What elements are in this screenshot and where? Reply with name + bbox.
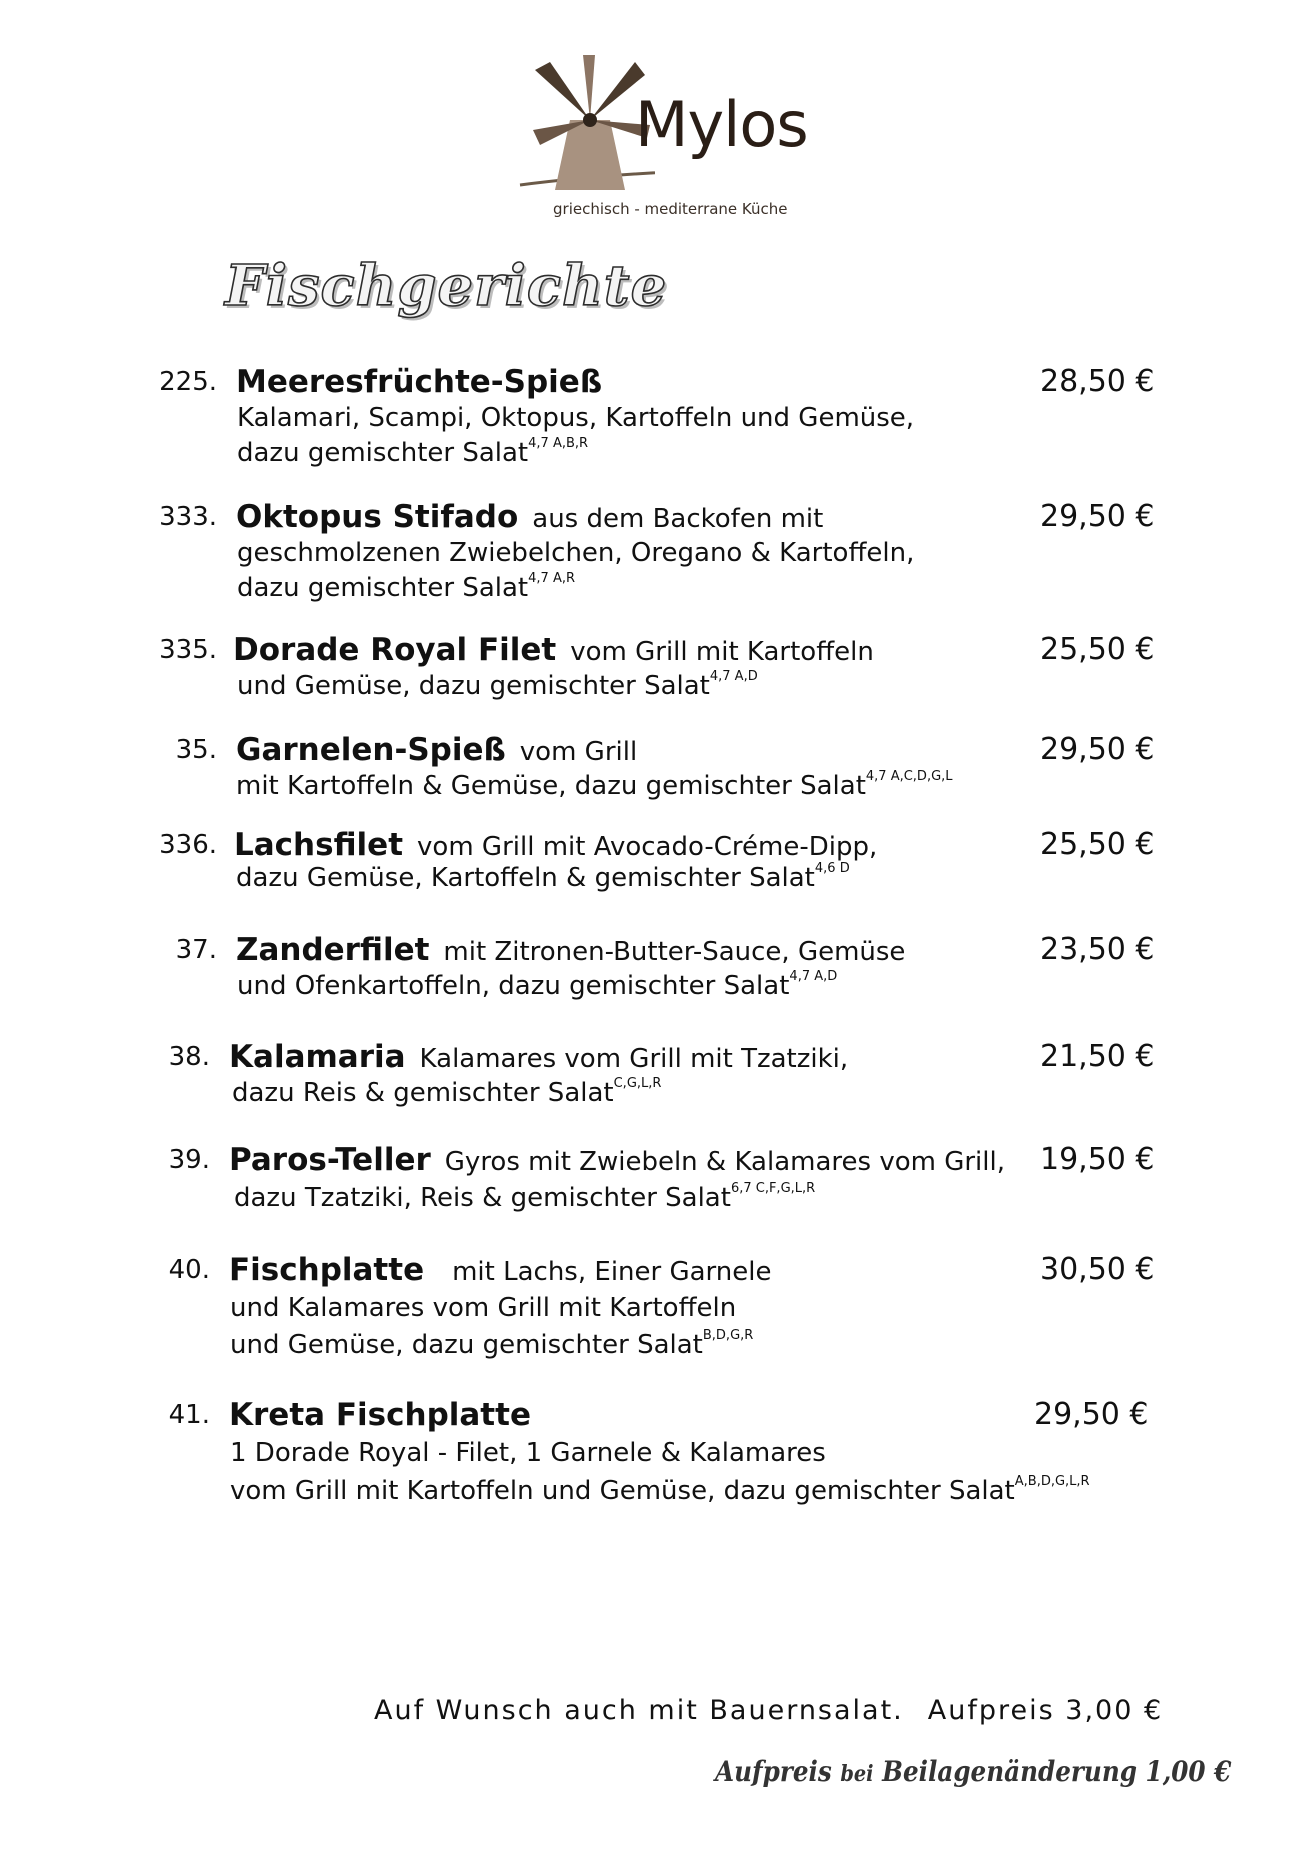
item-desc-inline: vom Grill mit Kartoffeln bbox=[570, 637, 874, 667]
item-desc-line: dazu Tzatziki, Reis & gemischter Salat$^{6,7 C,F,G,L,R}$ bbox=[234, 1181, 816, 1213]
allergen-codes: 4,7 A,D bbox=[789, 969, 838, 984]
item-name: Zanderfilet bbox=[236, 932, 430, 968]
allergen-codes: 6,7 C,F,G,L,R bbox=[730, 1181, 816, 1196]
windmill-icon bbox=[515, 50, 655, 200]
item-desc-line: dazu Reis & gemischter Salat$^{C,G,L,R}$ bbox=[232, 1076, 662, 1108]
item-desc-line: vom Grill mit Kartoffeln und Gemüse, dazu gemischter Salat$^{A,B,D,G,L,R}$ bbox=[230, 1474, 1090, 1506]
item-desc-line: dazu Gemüse, Kartoffeln & gemischter Salat$^{4,6 D}$ bbox=[236, 861, 850, 893]
item-desc-inline: Gyros mit Zwiebeln & Kalamares vom Grill, bbox=[444, 1147, 1005, 1177]
item-number: 38. bbox=[168, 1042, 210, 1072]
item-number: 335. bbox=[159, 635, 217, 665]
item-number: 37. bbox=[175, 935, 217, 965]
item-desc-inline: mit Zitronen-Butter-Sauce, Gemüse bbox=[443, 937, 906, 967]
logo-name: Mylos bbox=[635, 88, 808, 161]
item-desc-line: dazu gemischter Salat$^{4,7 A,B,R}$ bbox=[237, 436, 589, 468]
item-name: Oktopus Stifado bbox=[236, 499, 519, 535]
item-price: 23,50 € bbox=[1040, 932, 1155, 967]
item-price: 25,50 € bbox=[1040, 827, 1155, 862]
item-desc-line: und Gemüse, dazu gemischter Salat$^{B,D,G,R}$ bbox=[230, 1328, 754, 1360]
item-price: 21,50 € bbox=[1040, 1039, 1155, 1074]
item-desc-line: geschmolzenen Zwiebelchen, Oregano & Kartoffeln, bbox=[237, 538, 915, 568]
item-number: 333. bbox=[159, 502, 217, 532]
item-number: 40. bbox=[168, 1255, 210, 1285]
item-price: 29,50 € bbox=[1040, 732, 1155, 767]
item-desc-inline: mit Lachs, Einer Garnele bbox=[452, 1257, 772, 1287]
item-name: Kalamaria bbox=[229, 1039, 406, 1075]
item-desc-inline: vom Grill mit Avocado-Créme-Dipp, bbox=[417, 832, 878, 862]
item-name: Meeresfrüchte-Spieß bbox=[236, 364, 603, 400]
footer-note-sides: Aufpreis bei Beilagenänderung 1,00 € bbox=[715, 1755, 1232, 1788]
logo-subtitle: griechisch - mediterrane Küche bbox=[553, 200, 788, 218]
item-price: 25,50 € bbox=[1040, 632, 1155, 667]
item-desc-line: und Gemüse, dazu gemischter Salat$^{4,7 A,D}$ bbox=[237, 669, 758, 701]
item-name: Dorade Royal Filet bbox=[233, 632, 557, 668]
allergen-codes: 4,6 D bbox=[814, 861, 850, 876]
item-name: Paros-Teller bbox=[229, 1142, 431, 1178]
allergen-codes: A,B,D,G,L,R bbox=[1014, 1474, 1090, 1489]
item-price: 19,50 € bbox=[1040, 1142, 1155, 1177]
page-title: Fischgerichte bbox=[225, 253, 668, 319]
footer-note-salad: Auf Wunsch auch mit Bauernsalat. Aufpreis 3,00 € bbox=[374, 1695, 1164, 1726]
allergen-codes: C,G,L,R bbox=[613, 1076, 662, 1091]
item-price: 28,50 € bbox=[1040, 364, 1155, 399]
allergen-codes: B,D,G,R bbox=[702, 1328, 754, 1343]
item-desc-line: mit Kartoffeln & Gemüse, dazu gemischter Salat$^{4,7 A,C,D,G,L}$ bbox=[236, 769, 953, 801]
item-desc-line: und Kalamares vom Grill mit Kartoffeln bbox=[230, 1293, 737, 1323]
item-number: 336. bbox=[159, 830, 217, 860]
item-name: Garnelen-Spieß bbox=[236, 732, 506, 768]
allergen-codes: 4,7 A,R bbox=[528, 571, 576, 586]
item-number: 225. bbox=[159, 367, 217, 397]
item-price: 30,50 € bbox=[1040, 1252, 1155, 1287]
allergen-codes: 4,7 A,D bbox=[709, 669, 758, 684]
item-name: Lachsfilet bbox=[234, 827, 404, 863]
item-number: 35. bbox=[175, 735, 217, 765]
item-desc-inline: aus dem Backofen mit bbox=[532, 504, 824, 534]
restaurant-logo bbox=[515, 50, 808, 225]
item-number: 41. bbox=[168, 1400, 210, 1430]
item-name: Kreta Fischplatte bbox=[229, 1397, 531, 1433]
allergen-codes: 4,7 A,C,D,G,L bbox=[865, 769, 953, 784]
item-desc-line: Kalamari, Scampi, Oktopus, Kartoffeln und Gemüse, bbox=[237, 403, 915, 433]
item-desc-line: dazu gemischter Salat$^{4,7 A,R}$ bbox=[237, 571, 576, 603]
item-price: 29,50 € bbox=[1040, 499, 1155, 534]
item-desc-line: und Ofenkartoffeln, dazu gemischter Salat$^{4,7 A,D}$ bbox=[237, 969, 838, 1001]
item-price: 29,50 € bbox=[1034, 1397, 1149, 1432]
item-name: Fischplatte bbox=[229, 1252, 425, 1288]
item-number: 39. bbox=[168, 1145, 210, 1175]
allergen-codes: 4,7 A,B,R bbox=[528, 436, 589, 451]
item-desc-inline: Kalamares vom Grill mit Tzatziki, bbox=[419, 1044, 849, 1074]
item-desc-line: 1 Dorade Royal - Filet, 1 Garnele & Kalamares bbox=[230, 1438, 826, 1468]
item-desc-inline: vom Grill bbox=[519, 737, 638, 767]
